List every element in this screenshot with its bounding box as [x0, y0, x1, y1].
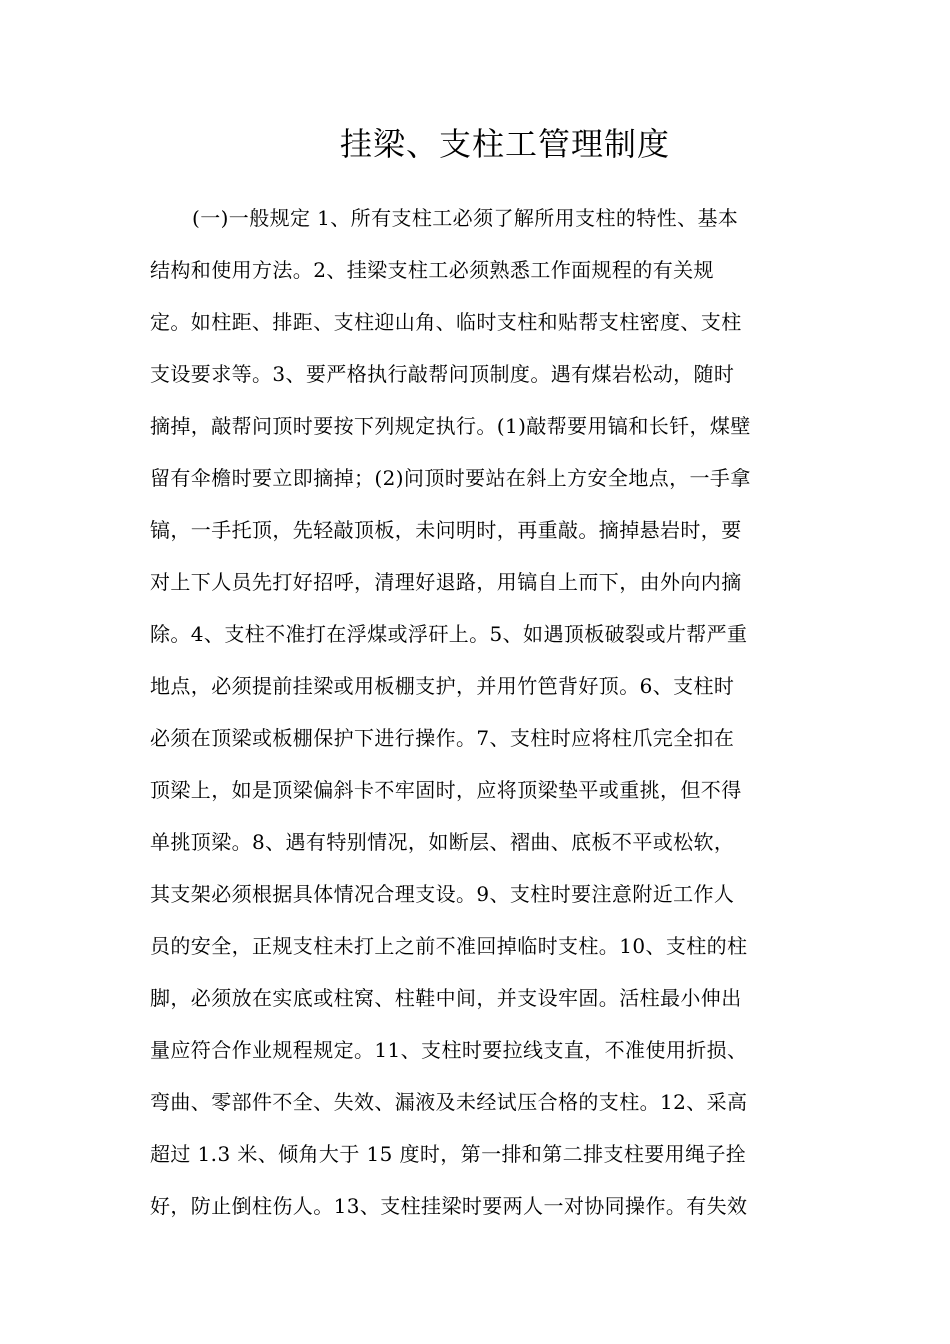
paragraph-line: 结构和使用方法。2、挂梁支柱工必须熟悉工作面规程的有关规: [150, 258, 714, 282]
paragraph-line: 单挑顶梁。8、遇有特别情况，如断层、褶曲、底板不平或松软，: [150, 830, 735, 854]
paragraph-line: 支设要求等。3、要严格执行敲帮问顶制度。遇有煤岩松动，随时: [150, 362, 735, 386]
paragraph-line: 脚，必须放在实底或柱窝、柱鞋中间，并支设牢固。活柱最小伸出: [150, 986, 742, 1010]
paragraph-line: 量应符合作业规程规定。11、支柱时要拉线支直，不准使用折损、: [150, 1038, 748, 1062]
paragraph-line: 定。如柱距、排距、支柱迎山角、临时支柱和贴帮支柱密度、支柱: [150, 310, 742, 334]
paragraph-line: 留有伞檐时要立即摘掉；(2)问顶时要站在斜上方安全地点，一手拿: [150, 466, 751, 490]
paragraph-line: 摘掉，敲帮问顶时要按下列规定执行。(1)敲帮要用镐和长钎，煤壁: [150, 414, 751, 438]
paragraph-line: 对上下人员先打好招呼，清理好退路，用镐自上而下，由外向内摘: [150, 570, 742, 594]
paragraph-line: 弯曲、零部件不全、失效、漏液及未经试压合格的支柱。12、采高: [150, 1090, 748, 1114]
paragraph-line: 顶梁上，如是顶梁偏斜卡不牢固时，应将顶梁垫平或重挑，但不得: [150, 778, 742, 802]
paragraph-line: 镐，一手托顶，先轻敲顶板，未问明时，再重敲。摘掉悬岩时，要: [150, 518, 742, 542]
document-body: [150, 192, 802, 1232]
paragraph-line: 超过 1.3 米、倾角大于 15 度时，第一排和第二排支柱要用绳子拴: [150, 1142, 747, 1166]
paragraph-line: 必须在顶梁或板棚保护下进行操作。7、支柱时应将柱爪完全扣在: [150, 726, 735, 750]
document-title: 挂梁、支柱工管理制度: [339, 125, 670, 163]
paragraph-line: 其支架必须根据具体情况合理支设。9、支柱时要注意附近工作人: [150, 882, 735, 906]
paragraph-line: 好，防止倒柱伤人。13、支柱挂梁时要两人一对协同操作。有失效: [150, 1194, 748, 1218]
paragraph-line: (一)一般规定 1、所有支柱工必须了解所用支柱的特性、基本: [192, 206, 739, 230]
paragraph-line: 地点，必须提前挂梁或用板棚支护，并用竹笆背好顶。6、支柱时: [150, 674, 735, 698]
paragraph-line: 除。4、支柱不准打在浮煤或浮矸上。5、如遇顶板破裂或片帮严重: [150, 622, 748, 646]
paragraph-line: 员的安全，正规支柱未打上之前不准回掉临时支柱。10、支柱的柱: [150, 934, 748, 958]
